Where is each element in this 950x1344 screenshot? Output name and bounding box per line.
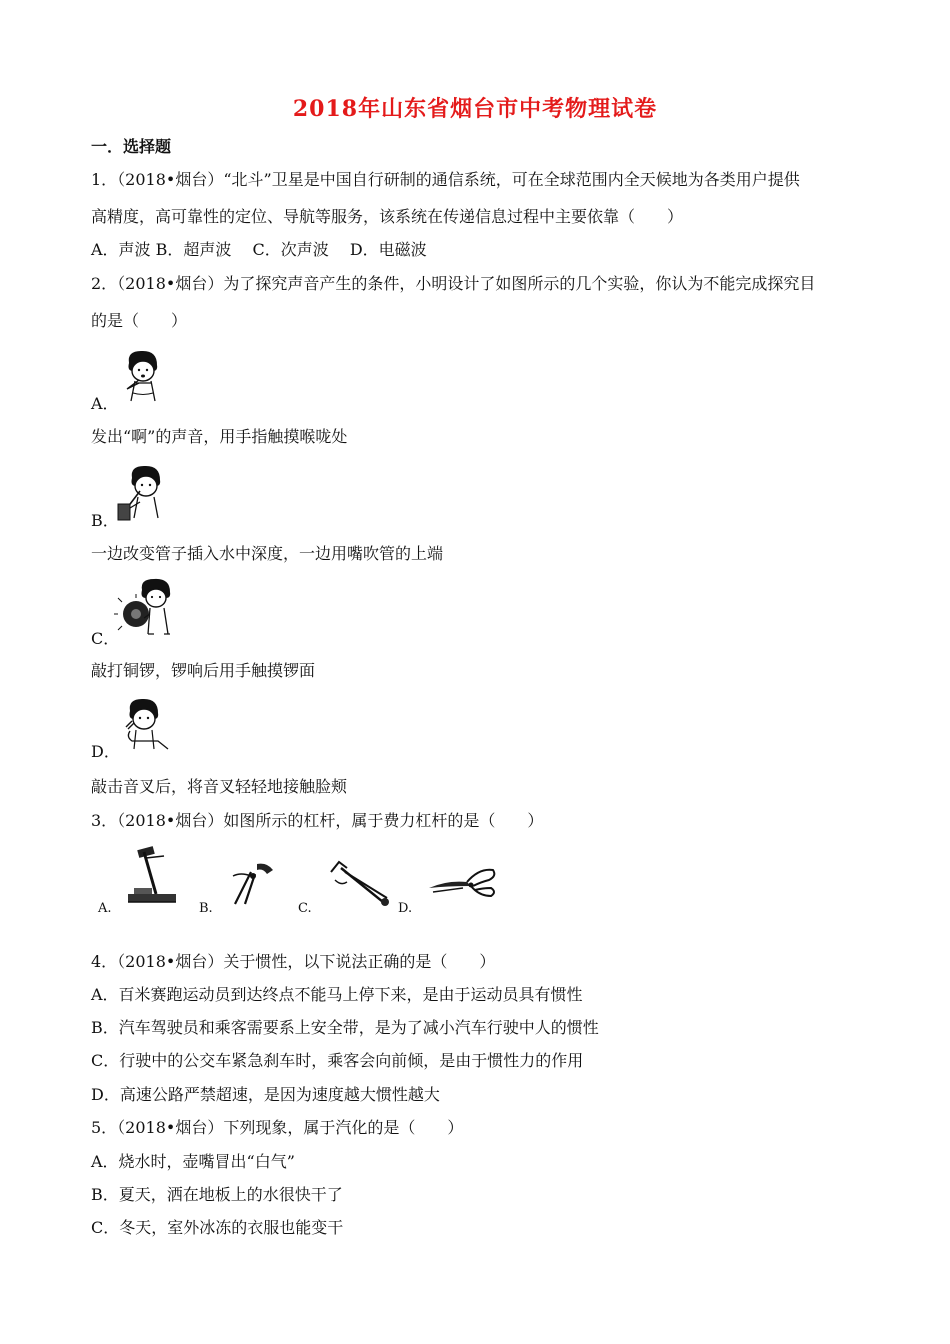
q1-line1: 1．（2018•烟台）“北斗”卫星是中国自行研制的通信系统，可在全球范围内全天候地为各类用户提供 bbox=[91, 170, 800, 189]
page-title: 2018年山东省烟台市中考物理试卷 bbox=[292, 96, 658, 122]
q5-line1: 5．（2018•烟台）下列现象，属于汽化的是（ ） bbox=[91, 1118, 464, 1137]
q3-figure-c-tongs bbox=[327, 858, 393, 910]
q3-label-b-text: B. bbox=[199, 901, 213, 916]
q2-option-c-label: C． bbox=[91, 629, 120, 648]
q2-figure-a bbox=[117, 349, 167, 405]
q1-line2: 高精度，高可靠性的定位、导航等服务，该系统在传递信息过程中主要依靠（ ） bbox=[91, 207, 684, 226]
q3-label-c-text: C. bbox=[298, 901, 312, 916]
q2-line1: 2．（2018•烟台）为了探究声音产生的条件，小明设计了如图所示的几个实验，你认为不能完成探究目 bbox=[91, 274, 816, 293]
q2-option-b-text: 一边改变管子插入水中深度，一边用嘴吹管的上端 bbox=[91, 544, 444, 563]
q3-figure-b-pliers bbox=[227, 860, 279, 908]
q1-options: A．声波 B．超声波 C．次声波 D．电磁波 bbox=[91, 240, 427, 259]
q2-option-d-text: 敲击音叉后，将音叉轻轻地接触脸颊 bbox=[91, 777, 348, 796]
q3-label-a bbox=[98, 897, 112, 916]
q2-option-a-text: 发出“啊”的声音，用手指触摸喉咙处 bbox=[91, 427, 348, 446]
q5-option-b: B．夏天，洒在地板上的水很快干了 bbox=[91, 1185, 343, 1204]
q3-figure-d-scissors bbox=[427, 862, 499, 904]
q4-option-b: B．汽车驾驶员和乘客需要系上安全带，是为了减小汽车行驶中人的惯性 bbox=[91, 1018, 599, 1037]
q2-figure-d bbox=[118, 697, 173, 753]
q2-figure-b bbox=[114, 464, 169, 522]
q3-label-d-text: D. bbox=[398, 901, 413, 916]
q3-figure-a-lever bbox=[124, 846, 180, 908]
section-heading: 一．选择题 bbox=[91, 137, 172, 156]
q2-option-d-label: D． bbox=[91, 742, 120, 761]
q4-option-a: A．百米赛跑运动员到达终点不能马上停下来，是由于运动员具有惯性 bbox=[91, 985, 583, 1004]
q4-option-c: C．行驶中的公交车紧急刹车时，乘客会向前倾，是由于惯性力的作用 bbox=[91, 1051, 584, 1070]
q2-line2: 的是（ ） bbox=[91, 311, 188, 330]
q2-option-b-label: B． bbox=[91, 511, 119, 530]
q2-option-a-label: A． bbox=[91, 394, 119, 413]
q3-label-a-text: A. bbox=[98, 901, 112, 916]
q5-option-a: A．烧水时，壶嘴冒出“白气” bbox=[91, 1152, 295, 1171]
q4-option-d: D．高速公路严禁超速，是因为速度越大惯性越大 bbox=[91, 1085, 440, 1104]
q3-label-b bbox=[199, 897, 213, 916]
q2-option-c-text: 敲打铜锣，锣响后用手触摸锣面 bbox=[91, 661, 316, 680]
q3-line1: 3．（2018•烟台）如图所示的杠杆，属于费力杠杆的是（ ） bbox=[91, 811, 544, 830]
q3-label-c bbox=[298, 897, 312, 916]
q3-label-d bbox=[398, 897, 412, 916]
q5-option-c: C．冬天，室外冰冻的衣服也能变干 bbox=[91, 1218, 344, 1237]
q4-line1: 4．（2018•烟台）关于惯性，以下说法正确的是（ ） bbox=[91, 952, 496, 971]
q2-figure-c bbox=[114, 578, 178, 638]
